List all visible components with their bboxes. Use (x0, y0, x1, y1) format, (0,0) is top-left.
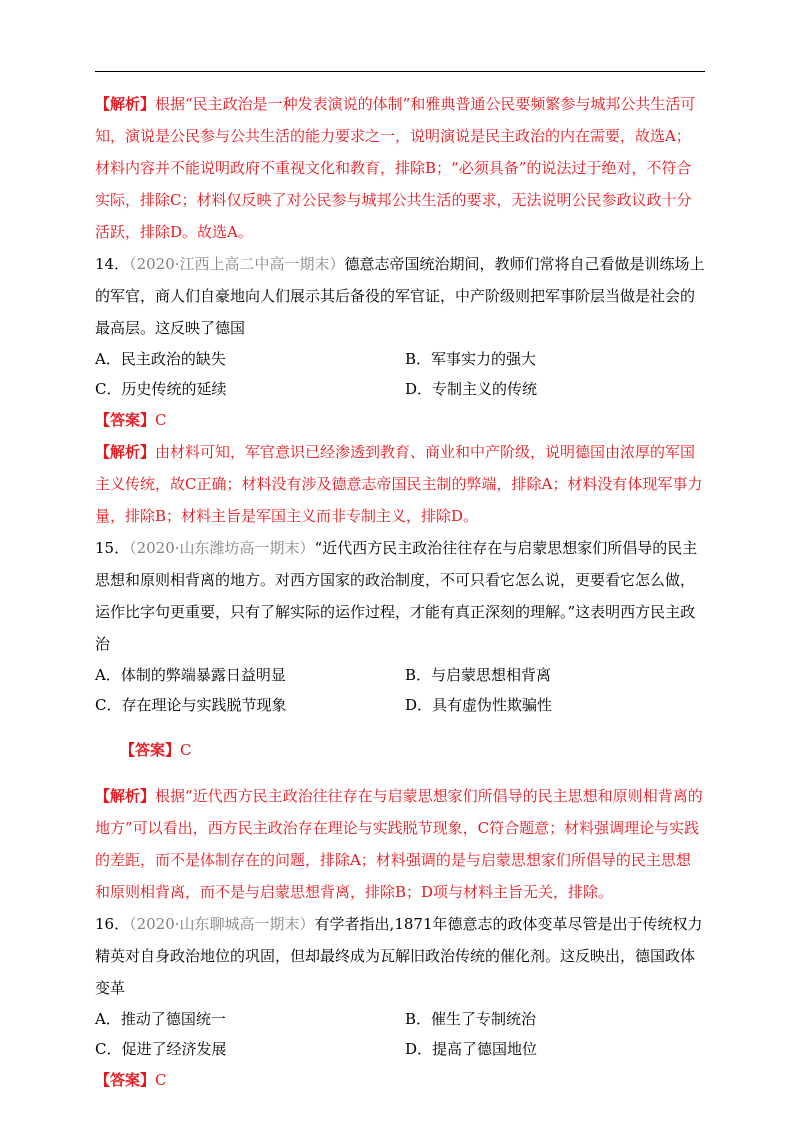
question-14 (95, 248, 705, 344)
option-b: B．催生了专制统治 (405, 1010, 537, 1028)
question-stem: 有学者指出,1871年德意志的政体变革尽管是出于传统权力精英对自身政治地位的巩固，但却最终成为瓦解旧政治传统的催化剂。这反映出，德国政体变革 (95, 915, 703, 997)
option-b: B．军事实力的强大 (405, 350, 537, 368)
header-rule (95, 71, 705, 72)
analysis-label: 【解析】 (95, 787, 156, 805)
option-b: B．与启蒙思想相背离 (405, 666, 552, 684)
answer-value: C (155, 411, 167, 429)
question-source: （2020·山东聊城高一期末） (129, 915, 315, 933)
answer-label: 【答案】 (95, 411, 156, 429)
question-stem: “近代西方民主政治往往存在与启蒙思想家们所倡导的民主思想和原则相背离的地方。对西方国家的政治制度，不可只看它怎么说，更要看它怎么做，运作比字句更重要，只有了解实际的运作过程，才能有真正深刻的理解。”这表明西方民主政治 (95, 539, 698, 653)
question-number: 15． (95, 539, 130, 557)
option-c: C．存在理论与实践脱节现象 (95, 696, 287, 714)
options-14 (95, 344, 705, 404)
question-number: 16． (95, 915, 130, 933)
analysis-block (95, 88, 705, 248)
analysis-text: 由材料可知，军官意识已经渗透到教育、商业和中产阶级，说明德国由浓厚的军国主义传统，故C正确；材料没有涉及德意志帝国民主制的弊端，排除A；材料没有体现军事力量，排除B；材料主旨是军国主义而非专制主义，排除D。 (95, 443, 703, 525)
option-c: C．促进了经济发展 (95, 1040, 227, 1058)
answer-value: C (180, 741, 192, 759)
analysis-label: 【解析】 (95, 443, 156, 461)
spacer (95, 766, 705, 780)
options-15 (95, 660, 705, 720)
option-a: A．推动了德国统一 (95, 1010, 226, 1028)
question-16 (95, 908, 705, 1004)
answer-16 (95, 1064, 705, 1096)
option-d: D．专制主义的传统 (405, 380, 538, 398)
question-number: 14． (95, 255, 130, 273)
question-source: （2020·江西上高二中高一期末） (129, 255, 345, 273)
answer-value: C (155, 1071, 167, 1089)
option-d: D．提高了德国地位 (405, 1040, 538, 1058)
analysis-label: 【解析】 (95, 95, 156, 113)
option-a: A．体制的弊端暴露日益明显 (95, 666, 286, 684)
analysis-text: 根据“近代西方民主政治往往存在与启蒙思想家们所倡导的民主思想和原则相背离的地方”可以看出，西方民主政治存在理论与实践脱节现象，C符合题意；材料强调理论与实践的差距，而不是体制存在的问题，排除A；材料强调的是与启蒙思想家们所倡导的民主思想和原则相背离，而不是与启蒙思想背离，排除B；D项与材料主旨无关，排除。 (95, 787, 703, 901)
document-page (95, 88, 705, 1096)
question-stem: 德意志帝国统治期间，教师们常将自己看做是训练场上的军官，商人们自豪地向人们展示其后备役的军官证，中产阶级则把军事阶层当做是社会的最高层。这反映了德国 (95, 255, 705, 337)
answer-14 (95, 404, 705, 436)
question-source: （2020·山东潍坊高一期末） (129, 539, 315, 557)
analysis-15 (95, 780, 705, 908)
analysis-14 (95, 436, 705, 532)
answer-15 (95, 734, 705, 766)
answer-label: 【答案】 (95, 1071, 156, 1089)
analysis-text: 根据“民主政治是一种发表演说的体制”和雅典普通公民要频繁参与城邦公共生活可知，演说是公民参与公共生活的能力要求之一，说明演说是民主政治的内在需要，故选A；材料内容并不能说明政府不重视文化和教育，排除B；“必须具备”的说法过于绝对，不符合实际，排除C；材料仅反映了对公民参与城邦公共生活的要求，无法说明公民参政议政十分活跃，排除D。故选A。 (95, 95, 696, 241)
answer-label: 【答案】 (120, 741, 181, 759)
options-16 (95, 1004, 705, 1064)
option-a: A．民主政治的缺失 (95, 350, 226, 368)
spacer (95, 720, 705, 734)
option-c: C．历史传统的延续 (95, 380, 227, 398)
option-d: D．具有虚伪性欺骗性 (405, 696, 553, 714)
question-15 (95, 532, 705, 660)
